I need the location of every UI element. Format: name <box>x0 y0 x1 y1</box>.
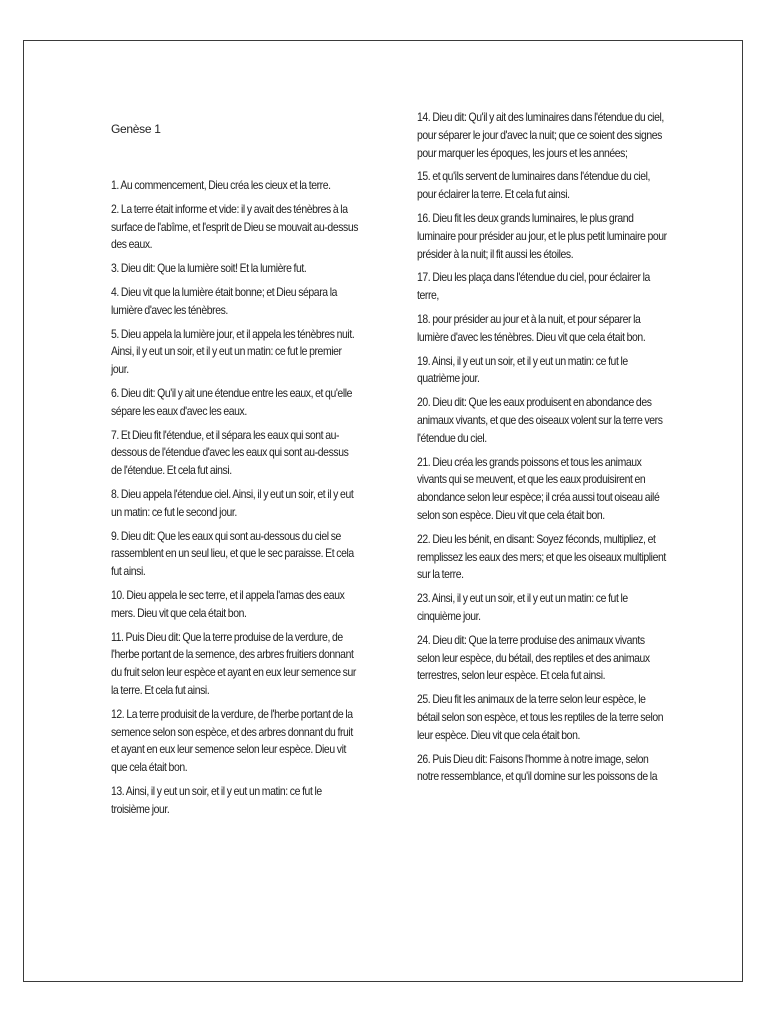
document-title: Genèse 1 <box>111 122 161 136</box>
verse: 20. Dieu dit: Que les eaux produisent en abondance des animaux vivants, et que des oiseaux volent sur la terre vers l'étendue du ciel. <box>417 396 663 445</box>
verse: 12. La terre produisit de la verdure, de l'herbe portant de la semence selon son espèce, et des arbres donnant du fruit et ayant en eux leur semence selon leur espèce. Dieu vit que cela était bon. <box>111 707 353 775</box>
verse: 13. Ainsi, il y eut un soir, et il y eut un matin: ce fut le troisième jour. <box>111 784 322 816</box>
left-column <box>111 121 361 825</box>
verse: 23. Ainsi, il y eut un soir, et il y eut un matin: ce fut le cinquième jour. <box>417 592 628 623</box>
verse: 22. Dieu les bénit, en disant: Soyez féconds, multipliez, et remplissez les eaux des mers; et que les oiseaux multiplient sur la terre. <box>417 532 666 582</box>
verse: 26. Puis Dieu dit: Faisons l'homme à notre image, selon notre ressemblance, et qu'il domine sur les poissons de la <box>417 752 658 784</box>
verse: 9. Dieu dit: Que les eaux qui sont au-dessous du ciel se rassemblent en un seul lieu, et que le sec paraisse. Et cela fut ainsi. <box>111 529 354 579</box>
verse: 17. Dieu les plaça dans l'étendue du ciel, pour éclairer la terre, <box>417 271 650 303</box>
verse: 21. Dieu créa les grands poissons et tous les animaux vivants qui se meuvent, et que les eaux produisirent en abondance selon leur espèce; il créa aussi tout oiseau ailé selon son espèce. Dieu vit que cela était bon. <box>417 455 660 522</box>
verse: 6. Dieu dit: Qu'il y ait une étendue entre les eaux, et qu'elle sépare les eaux d'avec les eaux. <box>111 386 353 418</box>
verse: 25. Dieu fit les animaux de la terre selon leur espèce, le bétail selon son espèce, et tous les reptiles de la terre selon leur espèce. Dieu vit que cela était bon. <box>417 693 664 742</box>
verse: 4. Dieu vit que la lumière était bonne; et Dieu sépara la lumière d'avec les ténèbres. <box>111 285 338 317</box>
verse: 18. pour présider au jour et à la nuit, et pour séparer la lumière d'avec les ténèbres. Dieu vit que cela était bon. <box>417 312 646 344</box>
verse: 3. Dieu dit: Que la lumière soit! Et la lumière fut. <box>111 262 307 276</box>
verse: 11. Puis Dieu dit: Que la terre produise de la verdure, de l'herbe portant de la semence, des arbres fruitiers donnant du fruit selon leur espèce et ayant en eux leur semence sur la terre. Et cela fut ainsi. <box>111 630 356 697</box>
verse: 14. Dieu dit: Qu'il y ait des luminaires dans l'étendue du ciel, pour séparer le jour d'avec la nuit; que ce soient des signes pour marquer les époques, les jours et les années; <box>417 111 664 160</box>
verse: 15. et qu'ils servent de luminaires dans l'étendue du ciel, pour éclairer la terre. Et cela fut ainsi. <box>417 170 651 202</box>
verse: 1. Au commencement, Dieu créa les cieux et la terre. <box>111 179 331 192</box>
right-column <box>417 109 667 792</box>
verse: 10. Dieu appela le sec terre, et il appela l'amas des eaux mers. Dieu vit que cela était bon. <box>111 588 345 620</box>
verse: 8. Dieu appela l'étendue ciel. Ainsi, il y eut un soir, et il y eut un matin: ce fut le second jour. <box>111 487 354 519</box>
verse: 24. Dieu dit: Que la terre produise des animaux vivants selon leur espèce, du bétail, des reptiles et des animaux terrestres, selon leur espèce. Et cela fut ainsi. <box>417 633 650 683</box>
verse: 16. Dieu fit les deux grands luminaires, le plus grand luminaire pour présider au jour, et le plus petit luminaire pour présider à la nuit; il fit aussi les étoiles. <box>417 211 667 261</box>
verse: 5. Dieu appela la lumière jour, et il appela les ténèbres nuit. Ainsi, il y eut un soir, et il y eut un matin: ce fut le premier jour. <box>111 327 355 377</box>
verse: 19. Ainsi, il y eut un soir, et il y eut un matin: ce fut le quatrième jour. <box>417 354 628 386</box>
verse: 2. La terre était informe et vide: il y avait des ténèbres à la surface de l'abîme, et l'esprit de Dieu se mouvait au-dessus des eaux. <box>111 202 359 252</box>
document-page <box>23 40 743 982</box>
verse: 7. Et Dieu fit l'étendue, et il sépara les eaux qui sont au-dessous de l'étendue d'avec les eaux qui sont au-dessus de l'étendue. Et cela fut ainsi. <box>111 428 349 478</box>
